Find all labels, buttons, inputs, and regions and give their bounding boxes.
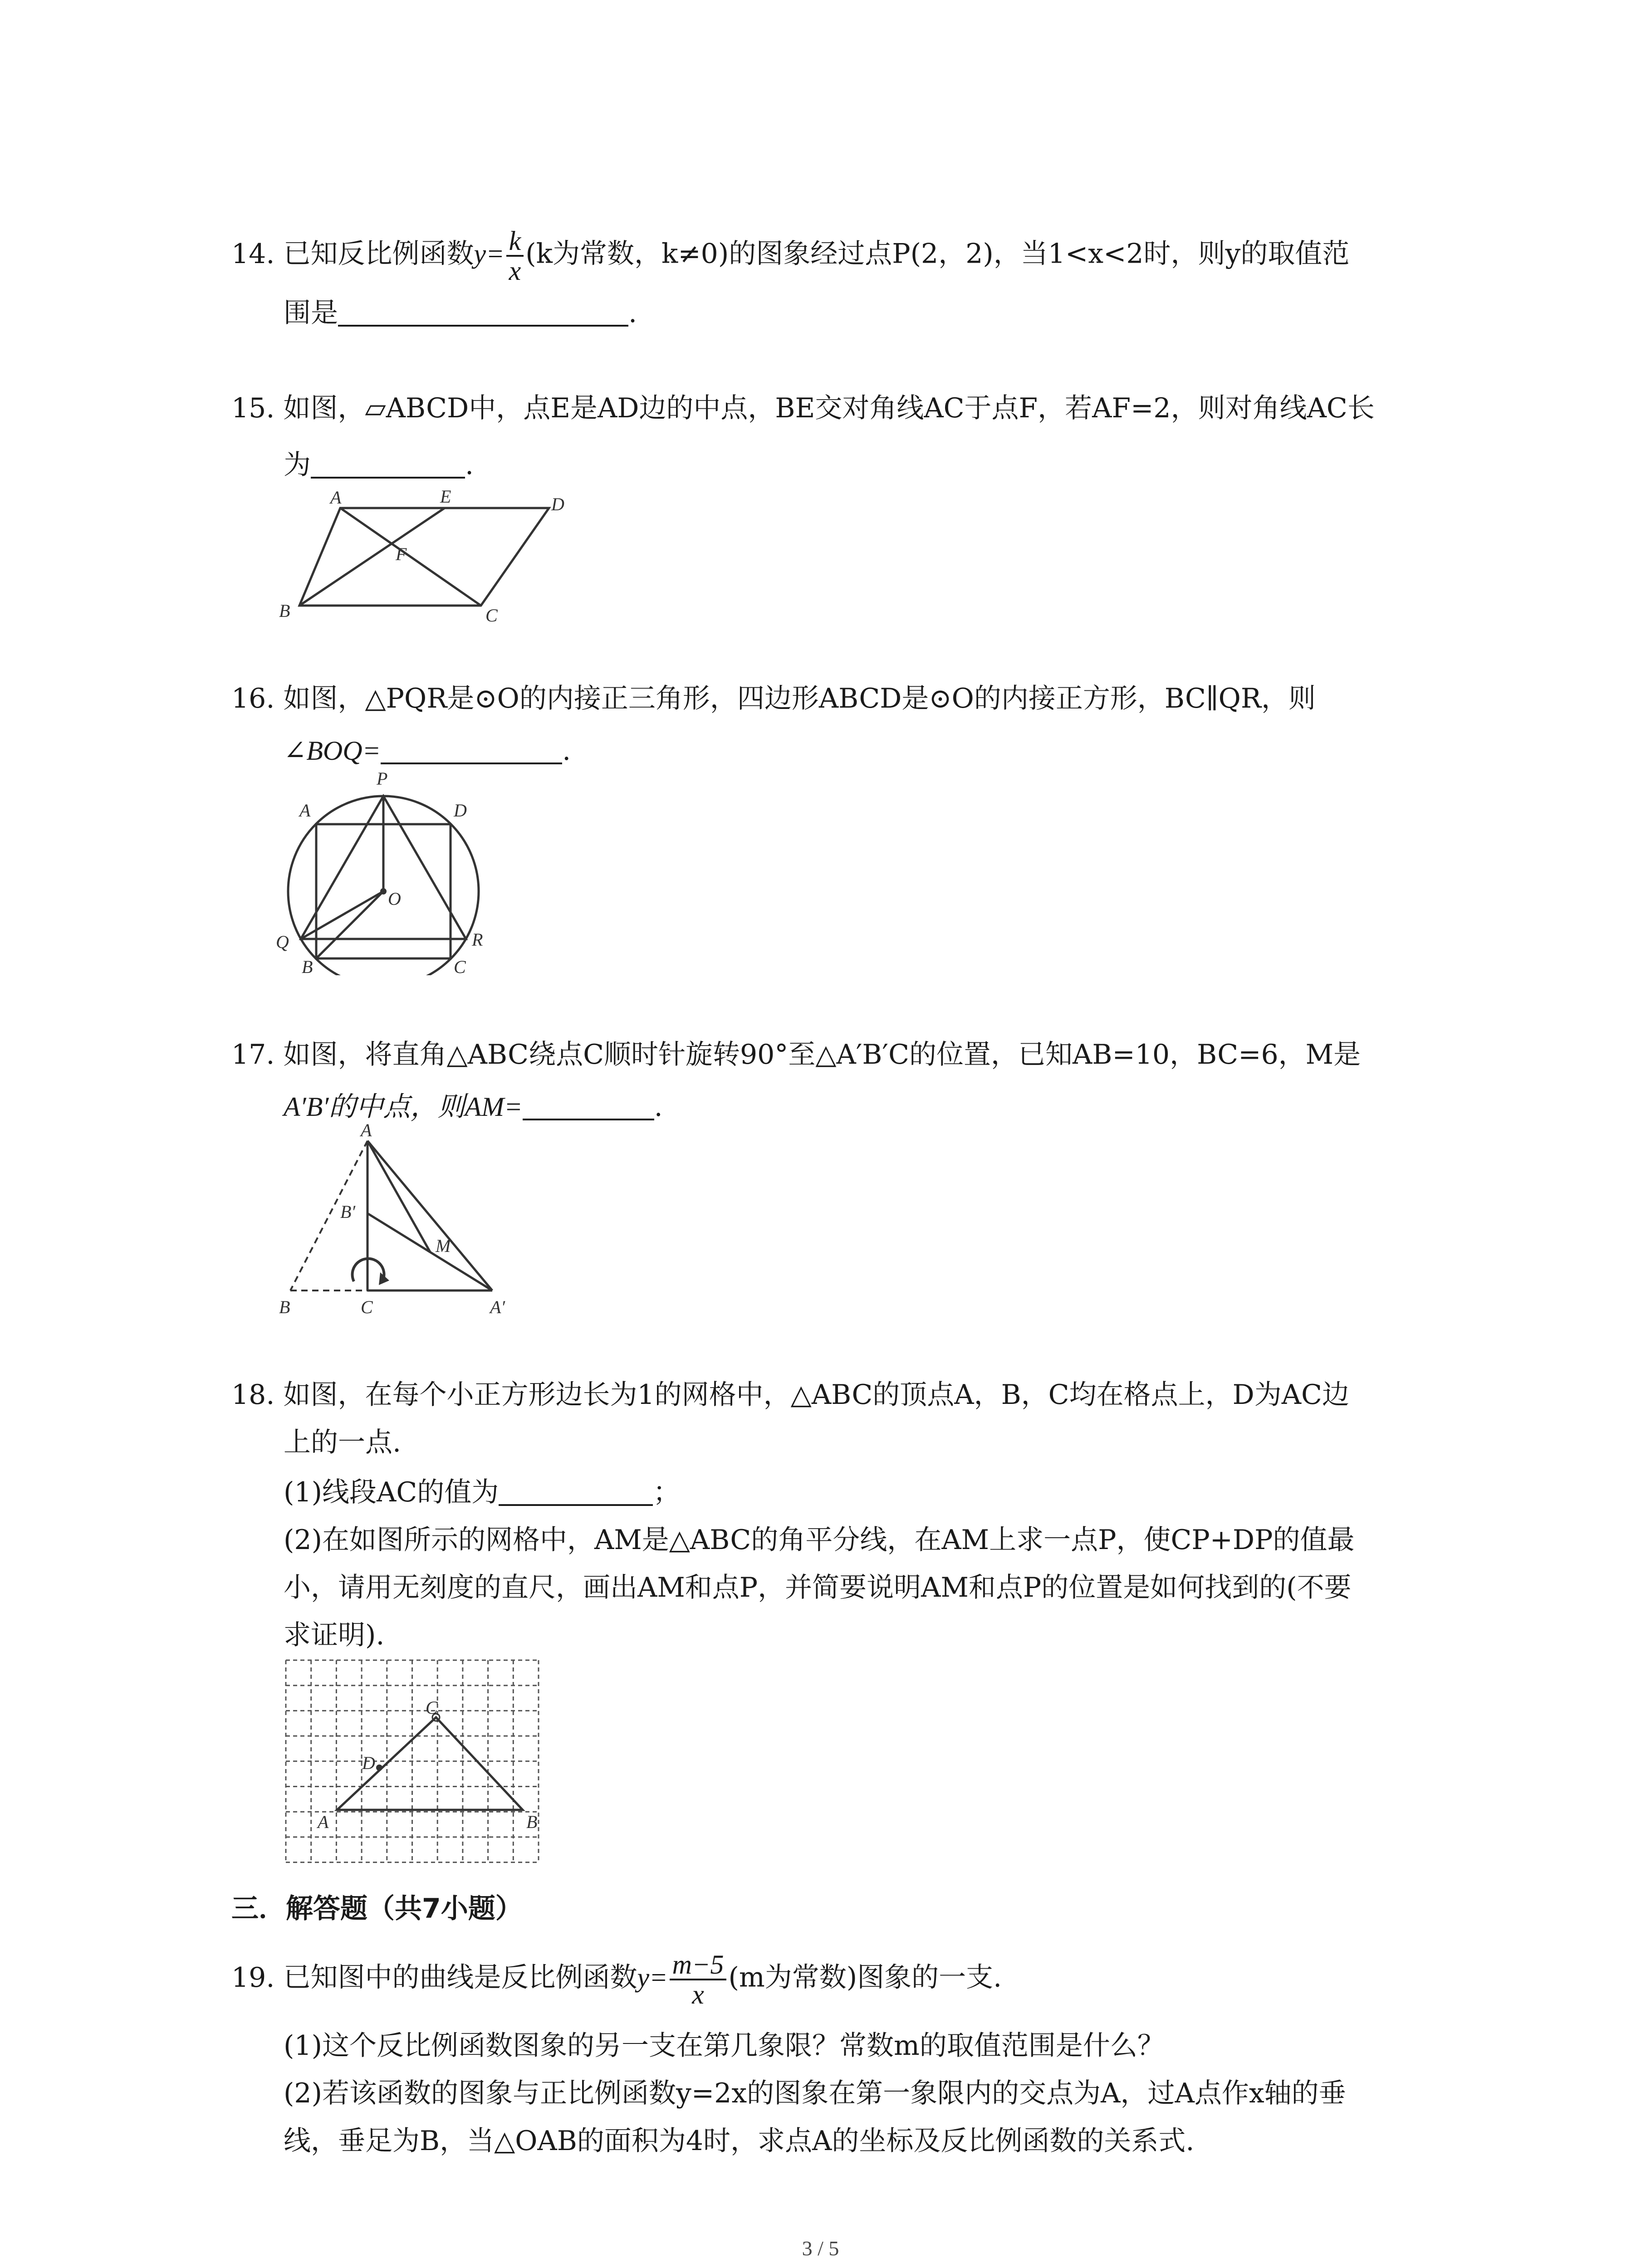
q17-segment-aa1 — [367, 1141, 492, 1290]
q17-text-2: A′B′的中点，则AM= — [284, 1092, 523, 1122]
q16-center-dot — [380, 888, 387, 894]
q15-figure-parallelogram — [272, 490, 590, 635]
q16-text-1: 如图，△PQR是⊙O的内接正三角形，四边形ABCD是⊙O的内接正方形，BC∥QR，则 — [283, 683, 1316, 714]
q18-text-2: 上的一点. — [284, 1427, 402, 1458]
q16-label-c: C — [454, 957, 466, 975]
q16-figure-circle — [263, 762, 508, 975]
q18-part-1 — [284, 1474, 680, 1510]
q19-part-1-text: (1)这个反比例函数图象的另一支在第几象限？常数m的取值范围是什么？ — [284, 2030, 1165, 2062]
q14-frac-num: k — [506, 227, 524, 257]
q18-number: 18. — [231, 1379, 275, 1411]
q18-label-a: A — [318, 1812, 329, 1832]
page-number: 3 / 5 — [802, 2237, 839, 2260]
q18-label-c: C — [426, 1697, 438, 1718]
q18-text-1: 如图，在每个小正方形边长为1的网格中，△ABC的顶点A，B，C均在格点上，D为AC边 — [283, 1379, 1349, 1411]
q16-label-b: B — [302, 957, 313, 975]
q18-part-2-line-c — [284, 1617, 384, 1653]
q19-text-2: (m为常数)图象的一支. — [728, 1961, 1002, 1994]
q17-dashed-ab — [290, 1141, 367, 1290]
q17-label-m: M — [436, 1236, 451, 1256]
q18-line-2 — [284, 1424, 401, 1461]
q14-text-1: 已知反比例函数 — [283, 238, 474, 270]
q18-part-2-text-b: 小，请用无刻度的直尺，画出AM和点P，并简要说明AM和点P的位置是如何找到的(不要 — [284, 1572, 1352, 1603]
q18-part-2-line-a — [284, 1522, 1355, 1558]
q14-answer-blank[interactable] — [338, 298, 628, 327]
q14-y-eq: y= — [474, 239, 505, 269]
q19-part-1 — [284, 2028, 1165, 2064]
q18-part-1-text: (1)线段AC的值为 — [284, 1476, 499, 1508]
q16-text-2: ∠BOQ= — [284, 736, 381, 766]
q14-number: 14. — [231, 238, 275, 270]
q18-figure-grid — [281, 1656, 554, 1869]
q15-label-e: E — [440, 490, 451, 507]
q15-label-a: A — [330, 490, 342, 508]
section-heading: 三．解答题（共7小题） — [231, 1893, 523, 1925]
q16-label-q: Q — [276, 932, 289, 952]
q17-label-b1: B′ — [340, 1202, 356, 1222]
q15-label-c: C — [485, 605, 498, 626]
q17-answer-blank[interactable] — [523, 1091, 654, 1120]
q18-answer-blank[interactable] — [499, 1477, 653, 1506]
q16-end: . — [562, 735, 571, 767]
q15-diagonal-ac — [340, 508, 481, 606]
q14-line-1 — [231, 227, 1349, 285]
q19-frac-den: x — [692, 1980, 704, 2009]
q14-text-2: (k为常数，k≠0)的图象经过点P(2，2)，当1<x<2时，则y的取值范 — [525, 238, 1350, 270]
q15-line-1 — [231, 390, 1375, 426]
q15-label-b: B — [279, 601, 290, 621]
q19-part-2-line-b — [284, 2123, 1194, 2159]
q19-number: 19. — [231, 1961, 275, 1994]
q18-part-2-line-b — [284, 1569, 1352, 1606]
q18-label-b: B — [526, 1812, 538, 1832]
q14-end: . — [628, 297, 637, 329]
q19-part-2-text-b: 线，垂足为B，当△OAB的面积为4时，求点A的坐标及反比例函数的关系式. — [284, 2125, 1195, 2157]
q19-frac-num: m−5 — [670, 1950, 727, 1980]
q16-label-r: R — [472, 929, 483, 950]
q16-line-1 — [231, 680, 1316, 717]
q15-number: 15. — [231, 392, 275, 424]
q18-point-d — [376, 1765, 382, 1771]
q19-part-2-text-a: (2)若该函数的图象与正比例函数y=2x的图象在第一象限内的交点为A，过A点作x轴的垂 — [284, 2077, 1346, 2109]
q17-label-c: C — [361, 1297, 373, 1317]
q17-text-1: 如图，将直角△ABC绕点C顺时针旋转90°至△A′B′C的位置，已知AB=10，BC=6，M是 — [283, 1039, 1361, 1070]
q17-figure-rotation — [263, 1123, 544, 1327]
q16-number: 16. — [231, 683, 275, 714]
q16-label-p: P — [377, 768, 388, 789]
q17-line-2 — [284, 1089, 663, 1125]
q19-part-2-line-a — [284, 2075, 1346, 2112]
q19-text-1: 已知图中的曲线是反比例函数 — [283, 1961, 637, 1994]
q18-label-d: D — [362, 1753, 375, 1773]
q16-label-o: O — [388, 889, 401, 909]
q18-part-2-text-c: 求证明). — [284, 1619, 385, 1651]
q18-part-2-text-a: (2)在如图所示的网格中，AM是△ABC的角平分线，在AM上求一点P，使CP+DP的值最 — [284, 1524, 1355, 1556]
q19-fraction — [670, 1950, 727, 2009]
q14-text-3: 围是 — [284, 297, 338, 329]
q17-segment-am — [367, 1141, 430, 1252]
q17-number: 17. — [231, 1039, 275, 1070]
q15-label-d: D — [551, 494, 564, 514]
q17-label-a1: A′ — [490, 1297, 505, 1317]
q15-label-f: F — [396, 544, 407, 564]
q19-line-1 — [231, 1950, 1002, 2009]
q15-text-1: 如图，▱ABCD中，点E是AD边的中点，BE交对角线AC于点F，若AF=2，则对角线AC长 — [283, 392, 1375, 424]
q15-text-2: 为 — [284, 449, 311, 481]
q16-label-d: D — [454, 800, 467, 821]
q16-answer-blank[interactable] — [381, 735, 562, 764]
q14-line-2 — [284, 295, 637, 331]
q14-fraction — [506, 227, 524, 285]
q15-end: . — [465, 449, 474, 481]
q15-answer-blank[interactable] — [311, 450, 465, 479]
q19-y-eq: y= — [637, 1962, 668, 1993]
q17-label-a: A — [361, 1123, 372, 1140]
q15-line-2 — [284, 447, 474, 483]
q16-label-a: A — [299, 800, 311, 821]
q18-line-1 — [231, 1377, 1349, 1413]
q15-segment-be — [299, 508, 445, 606]
q17-line-1 — [231, 1036, 1361, 1073]
q17-label-b: B — [279, 1297, 290, 1317]
q14-frac-den: x — [509, 256, 521, 286]
q17-end: . — [654, 1091, 663, 1123]
q18-part-1-end: ； — [653, 1476, 681, 1508]
